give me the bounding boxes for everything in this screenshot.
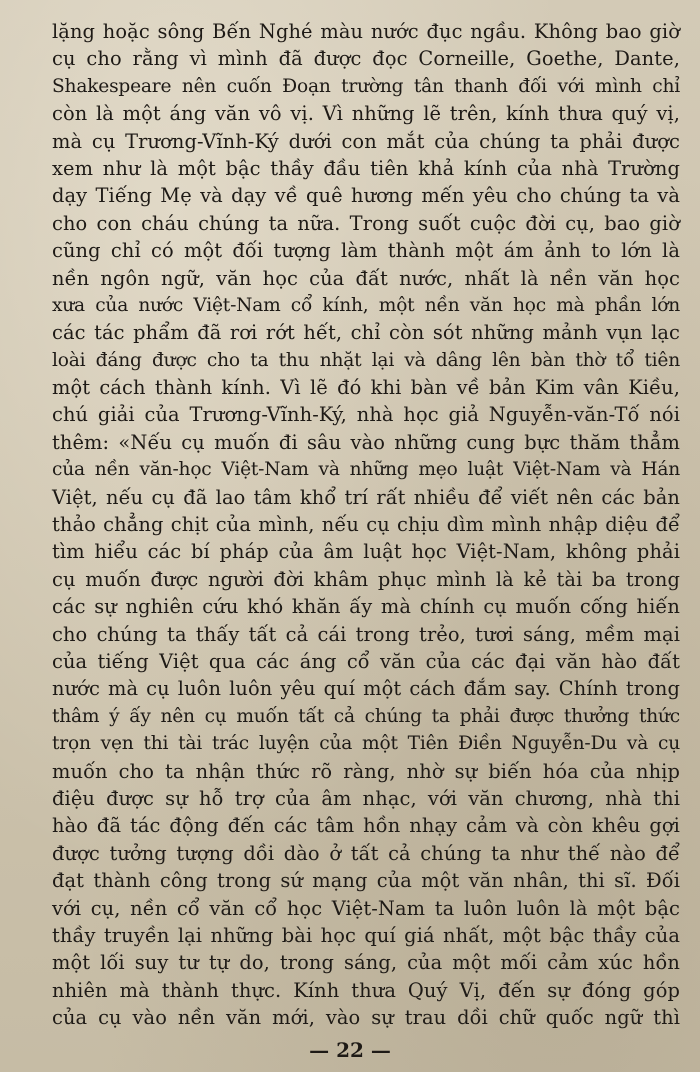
text-line: nền ngôn ngữ, văn học của đất nước, nhất là nền văn học	[52, 266, 680, 290]
text-line: hào đã tác động đến các tâm hồn nhạy cảm và còn khêu gợi	[52, 814, 680, 838]
page-number: — 22 —	[309, 1038, 391, 1062]
text-line: cụ cho rằng vì mình đã được đọc Corneille, Goethe, Dante,	[52, 47, 680, 71]
text-line: thâm ý ấy nên cụ muốn tất cả chúng ta phải được thưởng thức	[52, 705, 680, 727]
text-line: dạy Tiếng Mẹ và dạy về quê hương mến yêu cho chúng ta và	[52, 184, 680, 208]
text-line: đạt thành công trong sứ mạng của một văn nhân, thi sĩ. Đối	[52, 869, 680, 893]
text-line: Shakespeare nên cuốn Đoạn trường tân thanh đối với mình chỉ	[52, 75, 680, 97]
text-line: chú giải của Trương-Vĩnh-Ký, nhà học giả Nguyễn-văn-Tố nói	[52, 403, 680, 427]
text-line: thầy truyền lại những bài học quí giá nhất, một bậc thầy của	[52, 923, 680, 947]
text-line: của nền văn-học Việt-Nam và những mẹo luật Việt-Nam và Hán	[52, 459, 680, 481]
text-line: cho con cháu chúng ta nữa. Trong suốt cuộc đời cụ, bao giờ	[52, 211, 680, 235]
text-line: còn là một áng văn vô vị. Vì những lẽ trên, kính thưa quý vị,	[52, 102, 680, 126]
text-line: một lối suy tư tự do, trong sáng, của một mối cảm xúc hồn	[52, 951, 680, 975]
text-line: thêm: «Nếu cụ muốn đi sâu vào những cung bực thăm thẳm	[52, 430, 680, 454]
text-line: của cụ vào nền văn mới, vào sự trau dồi chữ quốc ngữ thì	[52, 1006, 680, 1030]
page-body-text	[52, 18, 680, 1031]
text-line: nhiên mà thành thực. Kính thưa Quý Vị, đến sự đóng góp	[52, 978, 680, 1002]
text-line: các tác phẩm đã rơi rớt hết, chỉ còn sót những mảnh vụn lạc	[52, 321, 680, 345]
text-line: xem như là một bậc thầy đầu tiên khả kính của nhà Trường	[52, 156, 680, 180]
text-line: của tiếng Việt qua các áng cổ văn của các đại văn hào đất	[52, 649, 680, 673]
text-line: tìm hiểu các bí pháp của âm luật học Việt-Nam, không phải	[52, 540, 680, 564]
text-line: mà cụ Trương-Vĩnh-Ký dưới con mắt của chúng ta phải được	[52, 129, 680, 153]
text-line: Việt, nếu cụ đã lao tâm khổ trí rất nhiều để viết nên các bản	[52, 485, 680, 509]
text-line: cho chúng ta thấy tất cả cái trong trẻo, tươi sáng, mềm mại	[52, 622, 680, 646]
text-line: với cụ, nền cổ văn cổ học Việt-Nam ta luôn luôn là một bậc	[52, 896, 680, 920]
text-line: loài đáng được cho ta thu nhặt lại và dâng lên bàn thờ tổ tiên	[52, 349, 680, 371]
text-line: muốn cho ta nhận thức rõ ràng, nhờ sự biến hóa của nhịp	[52, 759, 680, 783]
text-line: một cách thành kính. Vì lẽ đó khi bàn về bản Kim vân Kiều,	[52, 376, 680, 400]
text-line: lặng hoặc sông Bến Nghé màu nước đục ngầu. Không bao giờ	[52, 20, 680, 43]
text-line: các sự nghiên cứu khó khăn ấy mà chính cụ muốn cống hiến	[52, 595, 680, 619]
text-line: thảo chẳng chịt của mình, nếu cụ chịu dìm mình nhập diệu để	[52, 513, 680, 537]
text-line: nước mà cụ luôn luôn yêu quí một cách đắm say. Chính trong	[52, 677, 680, 701]
text-line: trọn vẹn thi tài trác luyện của một Tiên Điền Nguyễn-Du và cụ	[52, 733, 680, 755]
text-line: cũng chỉ có một đối tượng làm thành một ám ảnh to lớn là	[52, 239, 680, 263]
text-line: điệu được sự hỗ trợ của âm nhạc, với văn chương, nhà thi	[52, 786, 680, 810]
text-line: xưa của nước Việt-Nam cổ kính, một nền văn học mà phần lớn	[52, 294, 680, 316]
text-line: được tưởng tượng dồi dào ở tất cả chúng ta như thế nào để	[52, 841, 680, 865]
text-line: cụ muốn được người đời khâm phục mình là kẻ tài ba trong	[52, 567, 680, 591]
